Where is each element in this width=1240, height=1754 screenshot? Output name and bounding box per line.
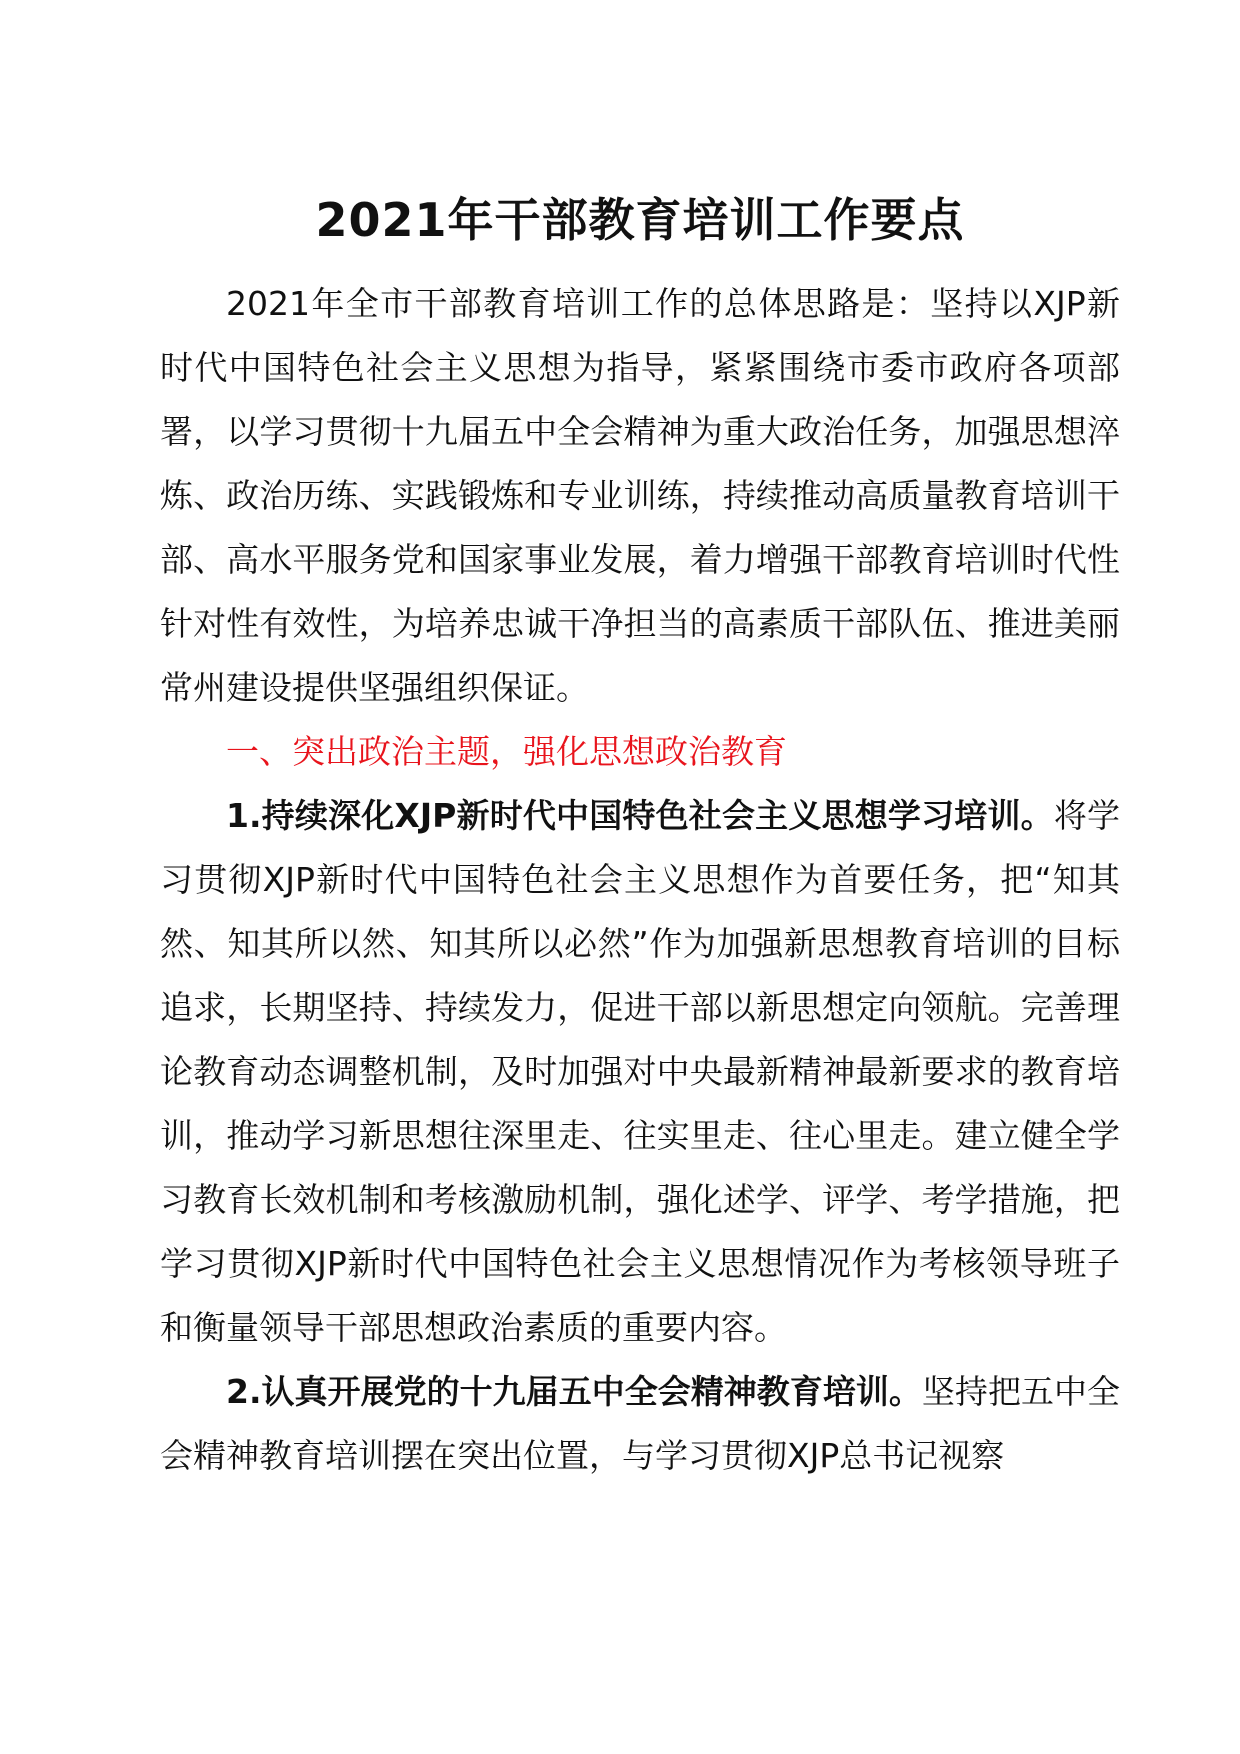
section-heading-1: 一、突出政治主题，强化思想政治教育 [226,732,787,771]
document-title: 2021年干部教育培训工作要点 [315,193,965,247]
item-body-1: 将学习贯彻XJP新时代中国特色社会主义思想作为首要任务，把“知其然、知其所以然、知其所以必然”作为加强新思想教育培训的目标追求，长期坚持、持续发力，促进干部以新思想定向领航。完善理论教育动态调整机制，及时加强对中央最新精神最新要求的教育培训，推动学习新思想往深里走、往实里走、往心里走。建立健全学习教育长效机制和考核激励机制，强化述学、评学、考学措施，把学习贯彻XJP新时代中国特色社会主义思想情况作为考核领导班子和衡量领导干部思想政治素质的重要内容。 [160,796,1121,1347]
document-page [160,190,1120,1488]
item-heading-1: 1.持续深化XJP新时代中国特色社会主义思想学习培训。 [226,796,1054,835]
item-heading-2: 2.认真开展党的十九届五中全会精神教育培训。 [226,1372,922,1411]
item-body-2: 坚持把五中全会精神教育培训摆在突出位置，与学习贯彻XJP总书记视察 [160,1372,1121,1475]
item-paragraph-1 [160,784,1120,1360]
item-paragraph-2 [160,1360,1120,1488]
intro-paragraph: 2021年全市干部教育培训工作的总体思路是：坚持以XJP新时代中国特色社会主义思想为指导，紧紧围绕市委市政府各项部署，以学习贯彻十九届五中全会精神为重大政治任务，加强思想淬炼、政治历练、实践锻炼和专业训练，持续推动高质量教育培训干部、高水平服务党和国家事业发展，着力增强干部教育培训时代性针对性有效性，为培养忠诚干净担当的高素质干部队伍、推进美丽常州建设提供坚强组织保证。 [160,284,1120,707]
